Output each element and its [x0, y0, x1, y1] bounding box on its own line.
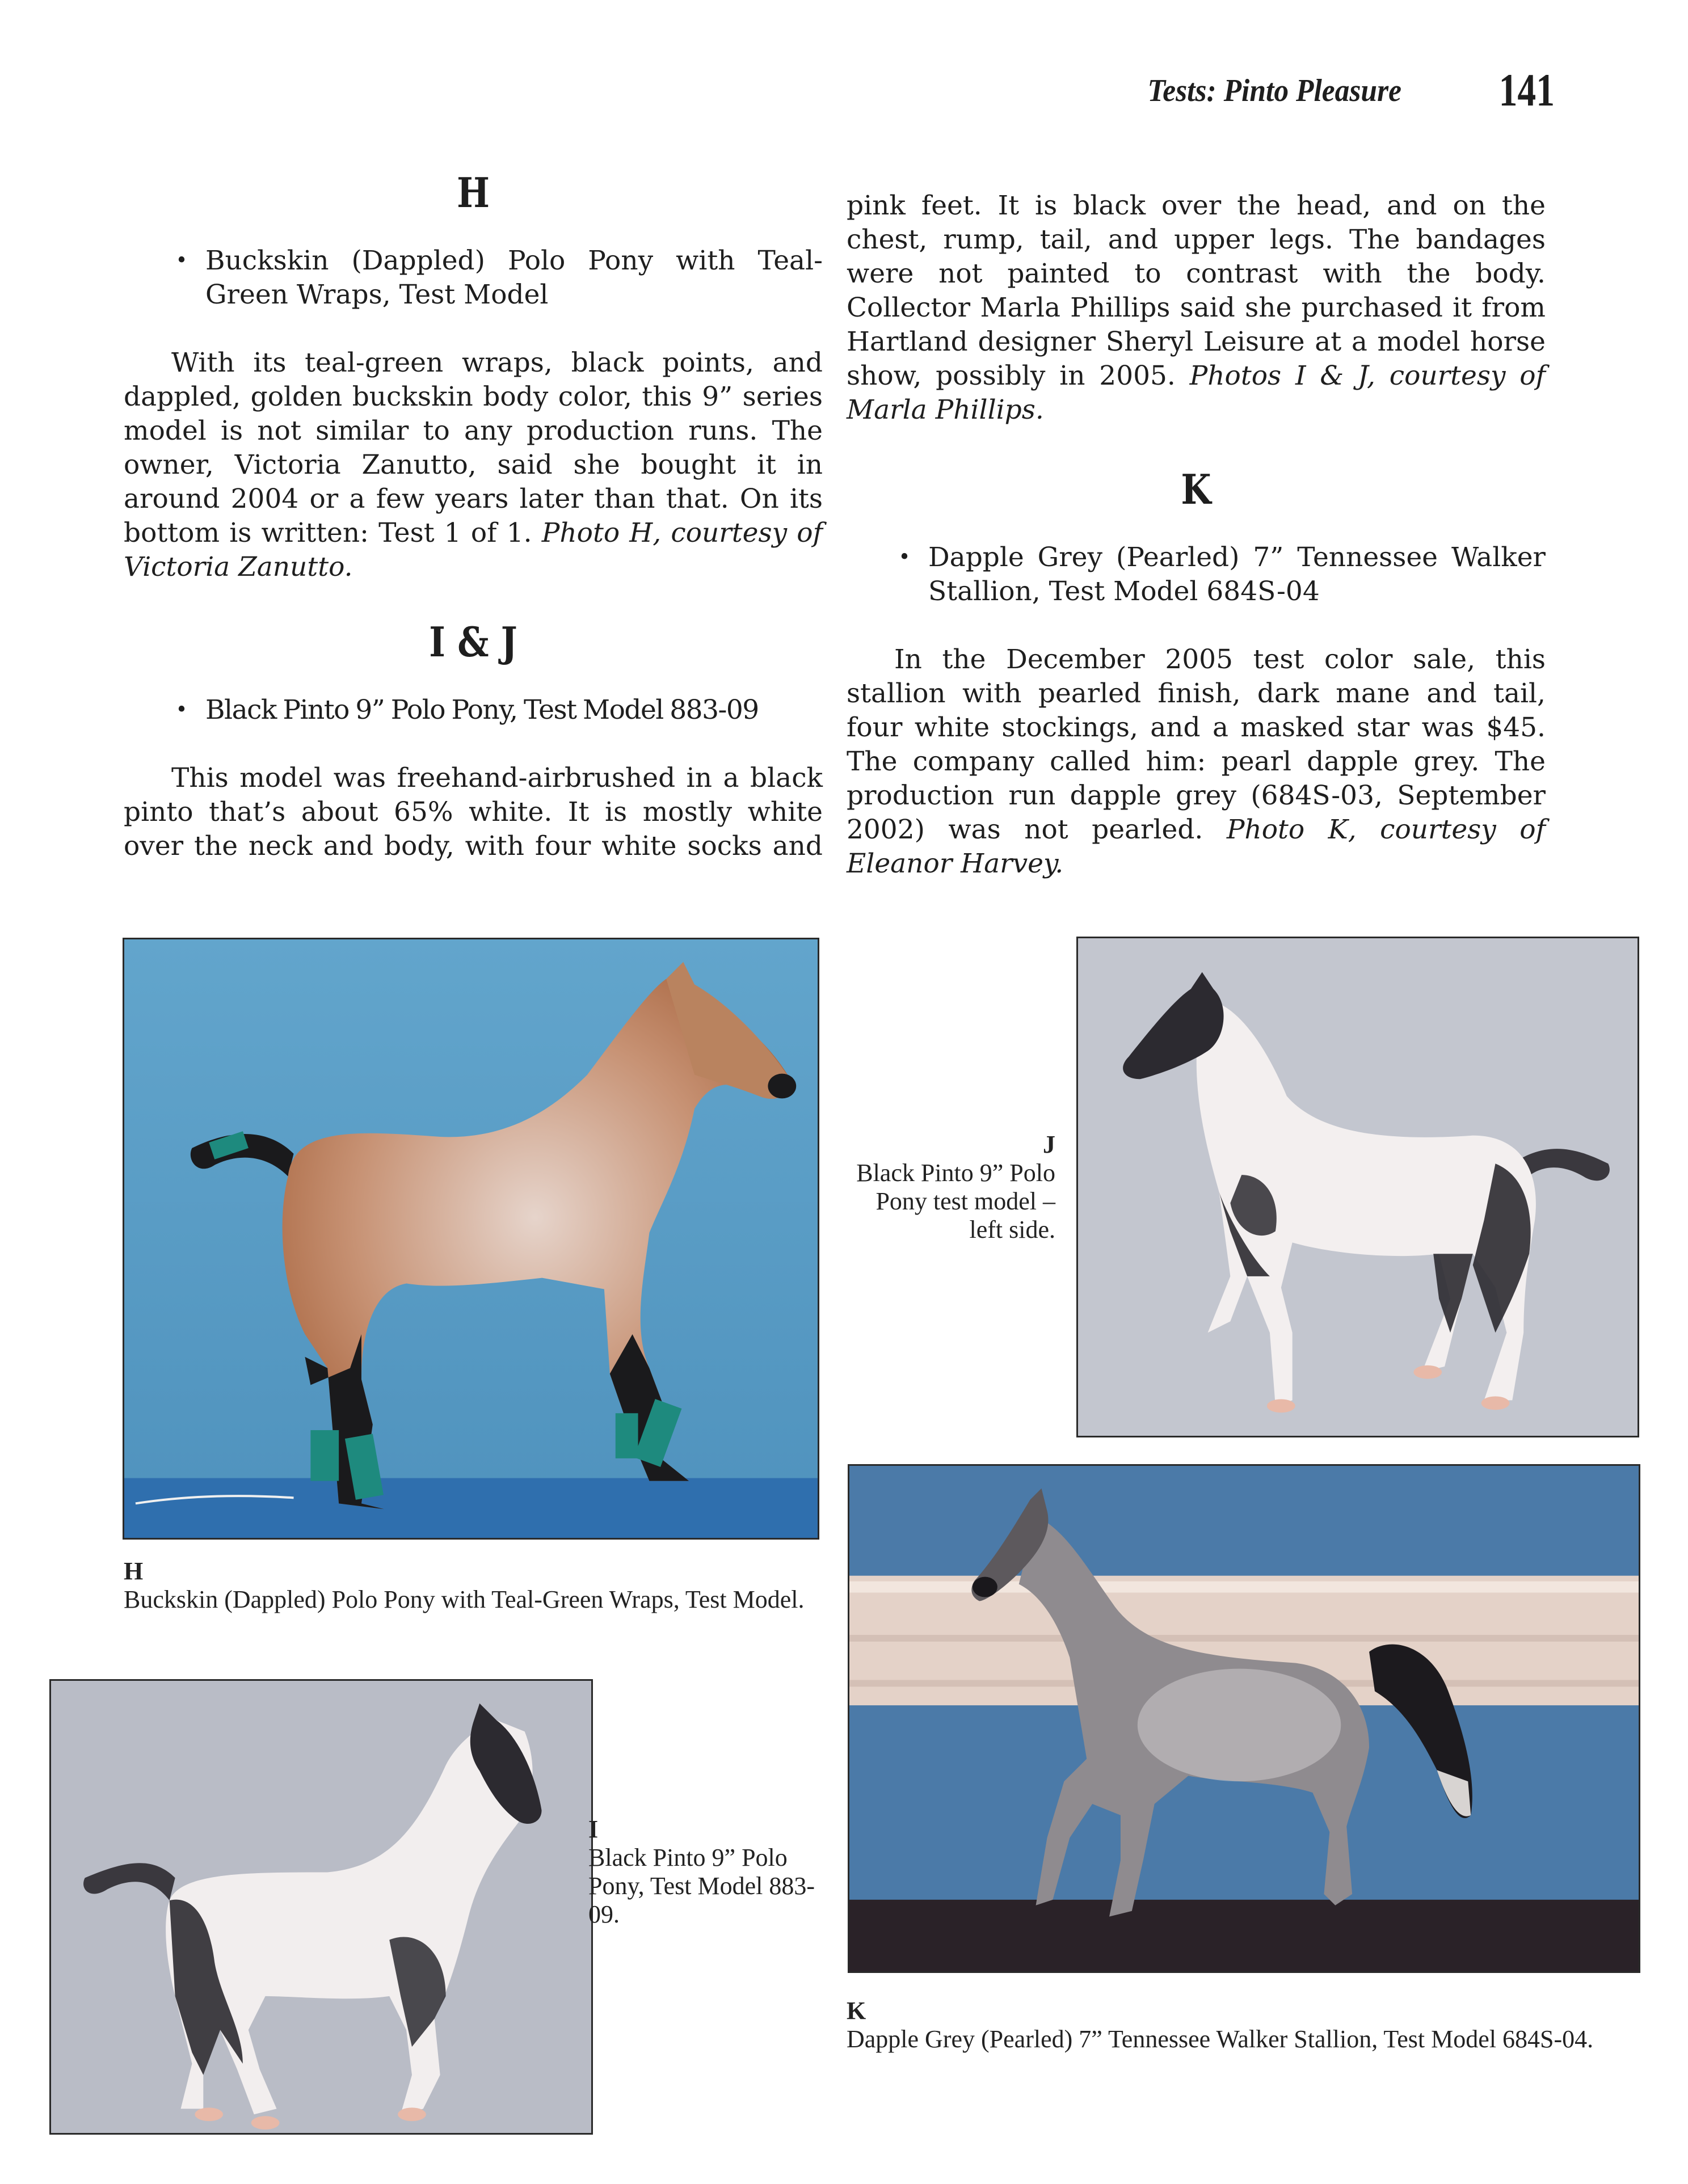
photo-credit-h: Photo H, courtesy of Victoria Zanutto. [124, 517, 823, 583]
paragraph-h-body: With its teal-green wraps, black points, and dappled, golden buckskin body color, this 9” series model is not similar to any production runs. The owner, Victoria Zanutto, said she bought it in around 2004 or a few years later than that. On its bottom is written: Test 1 of 1. [124, 347, 823, 549]
paragraph-ij-part2 [847, 189, 1546, 427]
caption-i-label: I [588, 1815, 599, 1843]
bullet-icon: • [898, 546, 911, 569]
bullet-icon: • [175, 698, 188, 722]
caption-h [124, 1557, 823, 1614]
photo-credit-ij: Photos I & J, courtesy of Marla Phillips. [847, 360, 1546, 425]
caption-k-text: Dapple Grey (Pearled) 7” Tennessee Walker Stallion, Test Model 684S-04. [847, 2025, 1594, 2053]
photo-i [49, 1679, 593, 2135]
bullet-item-ij [124, 693, 823, 727]
paragraph-h [124, 346, 823, 584]
caption-h-text: Buckskin (Dappled) Polo Pony with Teal-Green Wraps, Test Model. [124, 1586, 805, 1613]
black-pinto-left-side-image [1078, 938, 1638, 1436]
dapple-grey-walker-image [849, 1466, 1639, 1971]
paragraph-k-body: In the December 2005 test color sale, this stallion with pearled finish, dark mane and tail, four white stockings, and a masked star was $45. The company called him: pearl dapple grey. The production run dapple grey (684S-03, September 2002) was not pearled. [847, 644, 1546, 845]
running-title: Tests: Pinto Pleasure [1147, 73, 1401, 108]
caption-k [847, 1997, 1641, 2054]
right-column [847, 189, 1546, 881]
section-heading-h: H [457, 168, 490, 217]
caption-i-text: Black Pinto 9” Polo Pony, Test Model 883-09. [588, 1844, 815, 1928]
section-heading-ij: I & J [429, 618, 517, 666]
buckskin-polo-pony-image [124, 939, 818, 1538]
page-number: 141 [1498, 64, 1555, 116]
bullet-icon: • [175, 249, 188, 272]
photo-k [848, 1464, 1640, 1973]
bullet-item-h [124, 244, 823, 312]
caption-j-label: J [1043, 1131, 1055, 1158]
caption-i [588, 1815, 827, 1929]
black-pinto-right-side-image [51, 1681, 591, 2133]
caption-j [851, 1131, 1055, 1244]
bullet-item-k [847, 541, 1546, 609]
bullet-text-ij: Black Pinto 9” Polo Pony, Test Model 883-09 [205, 694, 759, 726]
caption-h-label: H [124, 1557, 144, 1585]
photo-h [123, 938, 819, 1540]
bullet-text-h: Buckskin (Dappled) Polo Pony with Teal-Green Wraps, Test Model [205, 245, 823, 310]
caption-j-text: Black Pinto 9” Polo Pony test model – left side. [856, 1159, 1055, 1243]
photo-credit-k: Photo K, courtesy of Eleanor Harvey. [847, 814, 1546, 879]
caption-k-label: K [847, 1997, 866, 2025]
paragraph-ij-body: pink feet. It is black over the head, and on the chest, rump, tail, and upper legs. The bandages were not painted to contrast with the body. Collector Marla Phillips said she purchased it from Hartland designer Sheryl Leisure at a model horse show, possibly in 2005. [847, 190, 1546, 391]
bullet-text-k: Dapple Grey (Pearled) 7” Tennessee Walker Stallion, Test Model 684S-04 [928, 542, 1546, 607]
left-column [124, 170, 823, 863]
photo-j [1076, 937, 1639, 1437]
paragraph-k [847, 643, 1546, 881]
section-heading-k: K [1181, 465, 1211, 513]
paragraph-ij-part1: This model was freehand-airbrushed in a black pinto that’s about 65% white. It is mostly white over the neck and body, with four white socks and [124, 762, 823, 862]
